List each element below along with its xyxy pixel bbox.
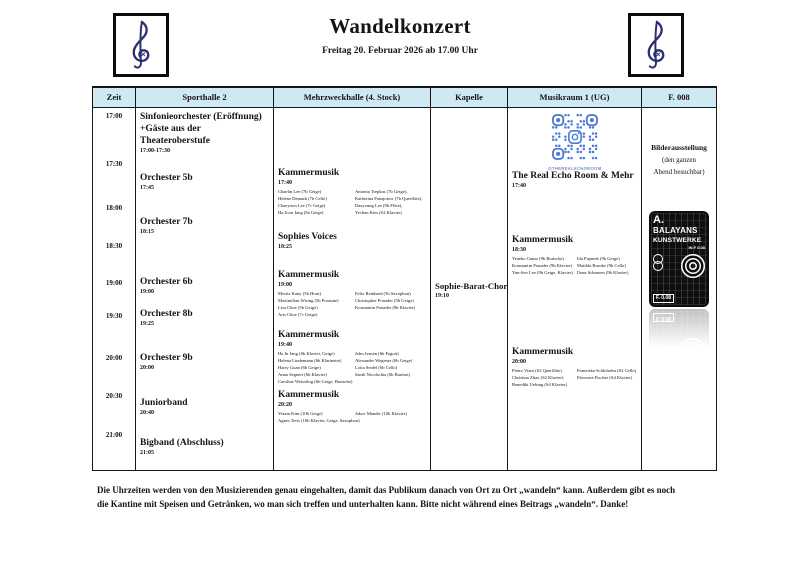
artwork-line-kunstwerke: KUNSTWERKE [653, 237, 702, 244]
time-label-1930: 19:30 [105, 312, 123, 320]
artwork-line-balayans: BALAYANS [653, 226, 698, 235]
performer: Yun-Seo Lee (9b Geige, Klavier) [512, 270, 573, 276]
performer: Moritz Kany (5b Horn) [278, 291, 321, 296]
event-time: 19:00 [140, 289, 154, 295]
event-time: 17:00-17:30 [140, 148, 170, 154]
performer: Franziska Schloholm (S2 Cello) [577, 368, 637, 373]
event [140, 308, 269, 327]
event [140, 352, 269, 371]
event-time: 18:15 [140, 229, 154, 235]
performer-column [355, 410, 426, 424]
column-header-f008: F. 008 [641, 88, 717, 107]
event [278, 389, 426, 424]
performer-column [512, 367, 577, 388]
performer: Matilda Brunke (9b Cello) [577, 263, 626, 269]
event-time: 17:45 [140, 185, 154, 191]
column-header-kapelle: Kapelle [430, 88, 507, 107]
performer: Katherina Panajotow (7b Querflöte), [354, 196, 423, 202]
performer-column [577, 255, 637, 276]
exhibition-line-2: (den ganzen [661, 156, 696, 164]
event-title: Orchester 9b [140, 353, 193, 363]
performer: Daayoung Lee (9b Flöte), [354, 203, 403, 209]
event [278, 329, 426, 386]
performer: Helena Lindemann (6b Klarinette) [278, 358, 342, 364]
event-time: 20:00 [512, 359, 526, 365]
performer-column [278, 290, 355, 318]
artwork-line-room: IN F 0.08 [688, 245, 705, 250]
event [140, 111, 269, 154]
event [140, 216, 269, 235]
column-f008 [641, 108, 717, 470]
time-label-1830: 18:30 [105, 242, 123, 250]
column-kapelle [430, 108, 507, 470]
performer: Helene Demuth (7b Cello) [278, 196, 327, 202]
event [512, 170, 637, 189]
performer-column [577, 367, 637, 388]
performer: John Jensen (6b Fagott) [354, 351, 399, 356]
footer-note [97, 483, 715, 511]
balayans-artwork-logo [649, 211, 709, 307]
event [140, 397, 269, 416]
time-label-2030: 20:30 [105, 392, 123, 400]
time-label-1800: 18:00 [105, 204, 123, 212]
performer-column [355, 188, 426, 216]
event [140, 437, 269, 456]
qr-caption: @THEREALECHOROOM [547, 166, 602, 171]
event [140, 172, 269, 191]
performer: Chaelin Lee (7b Geige) [278, 189, 322, 194]
performer-list [278, 290, 426, 318]
page-title: Wandelkonzert [329, 14, 471, 38]
event [435, 280, 508, 299]
column-header-zeit: Zeit [92, 88, 135, 107]
event-title: Sinfonieorchester (Eröffnung) [140, 112, 262, 122]
column-mehrzweckhalle [273, 108, 430, 470]
performer: Ha In Jang (6b Klavier, Geige) [278, 351, 335, 356]
exhibition-note [642, 141, 716, 178]
performer: Agnes Terts (10b Klavier, Geige, Saxophon) [278, 418, 360, 424]
performer: Eleonora Fischer (S4 Klavier) [577, 375, 633, 381]
performer: Felix Reinhard (5b Saxophon) [354, 291, 411, 296]
time-label-1730: 17:30 [105, 160, 123, 168]
column-musikraum [507, 108, 641, 470]
event-time: 18:30 [512, 247, 526, 253]
event-title: Juniorband [140, 398, 188, 408]
table-header-row [92, 86, 717, 108]
event-time: 18:25 [278, 244, 292, 250]
performer-list [278, 350, 426, 386]
event-time: 17:40 [278, 180, 292, 186]
event-time: 19:00 [278, 282, 292, 288]
time-label-2100: 21:00 [105, 431, 123, 439]
event-title: Kammermusik [512, 235, 574, 245]
event-title: Kammermusik [278, 168, 340, 178]
performer: Lotta Seidel (6b Cello) [354, 365, 398, 371]
column-header-mehrzweckhalle: Mehrzweckhalle (4. Stock) [273, 88, 430, 107]
performer-list [512, 255, 637, 276]
performer: Jakov Mandic (10b Klavier) [354, 411, 407, 416]
column-sporthalle [135, 108, 273, 470]
artwork-room-badge: F. 0.08 [653, 294, 674, 303]
performer: Benedikt Uebing (S4 Klavier) [512, 382, 568, 388]
table-body [92, 108, 717, 471]
performer-list [278, 410, 426, 424]
performer: Yechan Kim (S2 Klavier) [354, 210, 402, 216]
page-subtitle: Freitag 20. Februar 2026 ab 17.00 Uhr [322, 46, 478, 56]
performer-column [278, 350, 355, 386]
performer: Konstantin Ponader (9b Klavier) [354, 305, 416, 311]
event-time: 19:25 [140, 321, 154, 327]
event-title: The Real Echo Room & Mehr [512, 171, 634, 181]
performer: Ida Pujanek (9b Geige) [577, 256, 620, 261]
event-time: 21:05 [140, 450, 154, 456]
exhibition-line-3: Abend besuchbar) [653, 168, 705, 176]
performer: Anna Segnert (6b Klavier) [278, 372, 327, 378]
artwork-circles [653, 254, 705, 278]
exhibition-title: Bilderausstellung [651, 143, 707, 152]
event-time: 20:00 [140, 365, 154, 371]
performer: Yeaeko Gamo (9b Bratsche) [512, 256, 564, 261]
event [278, 269, 426, 318]
artwork-line-a: A. [653, 214, 664, 226]
event-title: Bigband (Abschluss) [140, 438, 224, 448]
event-title: Kammermusik [278, 390, 340, 400]
performer-list [278, 188, 426, 216]
performer: Chaeyoon Lee (7c Geige) [278, 203, 326, 209]
footer-line-2: die Kantine mit Speisen und Getränken, wo man sich treffen und unterhalten kann. Bitte nicht während eines Beitrags „wandeln“. Danke! [97, 499, 629, 509]
event-title: +Gäste aus der [140, 124, 201, 134]
time-label-1900: 19:00 [105, 279, 123, 287]
column-header-musikraum: Musikraum 1 (UG) [507, 88, 641, 107]
performer: Lisa Choe (5b Geige) [278, 305, 318, 311]
performer: Pietro Viani (S2 Querflöte) [512, 368, 562, 373]
column-zeit [92, 108, 135, 470]
event-time: 19:40 [278, 342, 292, 348]
event [512, 346, 637, 388]
target-circles-icon [681, 254, 705, 278]
performer: Alexander Wegener (6b Geige) [354, 358, 413, 364]
performer-column [278, 188, 355, 216]
performer: Ilona Schmoen (9b Klavier) [577, 270, 629, 276]
event-title: Orchester 7b [140, 217, 193, 227]
event-title: Orchester 8b [140, 309, 193, 319]
performer-list [512, 367, 637, 388]
event-title: Sophies Voices [278, 232, 337, 242]
performer: Antonia Trepkas (7b Geige), [354, 189, 408, 194]
qr-code-icon [552, 114, 598, 160]
performer: Konstantin Ponader (9b Klavier) [512, 263, 573, 269]
event-title: Orchester 6b [140, 277, 193, 287]
time-label-1700: 17:00 [105, 112, 123, 120]
event-title: Kammermusik [512, 347, 574, 357]
footer-line-1: Die Uhrzeiten werden von den Musizierenden genau eingehalten, damit das Publikum danach von Ort zu Ort „wandeln“ kann. Außerdem gibt es noch [97, 485, 676, 495]
performer: Aris Choe (7c Geige) [278, 312, 318, 318]
performer: Ha Joon Jang (8a Geige) [278, 210, 324, 216]
event [278, 167, 426, 216]
performer: Maximilian Wiring (5b Posaune) [278, 298, 339, 304]
performer-column [512, 255, 577, 276]
event [278, 231, 426, 250]
performer-column [355, 290, 426, 318]
circle-eight-icon [653, 254, 666, 271]
column-header-sporthalle: Sporthalle 2 [135, 88, 273, 107]
performer: Yeram Kim (10b Geige) [278, 411, 323, 416]
event-title: Sophie-Barat-Chor [435, 281, 508, 291]
event-title: Kammermusik [278, 330, 340, 340]
event-title: Orchester 5b [140, 173, 193, 183]
event-time: 20:20 [278, 402, 292, 408]
event-time: 17:40 [512, 183, 526, 189]
performer-column [355, 350, 426, 386]
performer: Christina Zhao (S2 Klavier) [512, 375, 564, 381]
performer: Christopher Ponader (5b Geige) [354, 298, 414, 304]
event-time: 20:40 [140, 410, 154, 416]
schedule-table [92, 86, 717, 471]
event [512, 234, 637, 276]
event-title: Theateroberstufe [140, 136, 211, 146]
instagram-qr-block [536, 114, 614, 171]
performer: Harry Guan (6b Geige) [278, 365, 321, 371]
performer: Sarah Nicolschia (6b Bariton) [354, 372, 410, 378]
performer-column [278, 410, 360, 424]
event-title: Kammermusik [278, 270, 340, 280]
time-label-2000: 20:00 [105, 354, 123, 362]
event [140, 276, 269, 295]
event-time: 19:10 [435, 293, 449, 299]
performer: Caroline Weissflog (6b Geige, Bratsche) [278, 379, 353, 385]
